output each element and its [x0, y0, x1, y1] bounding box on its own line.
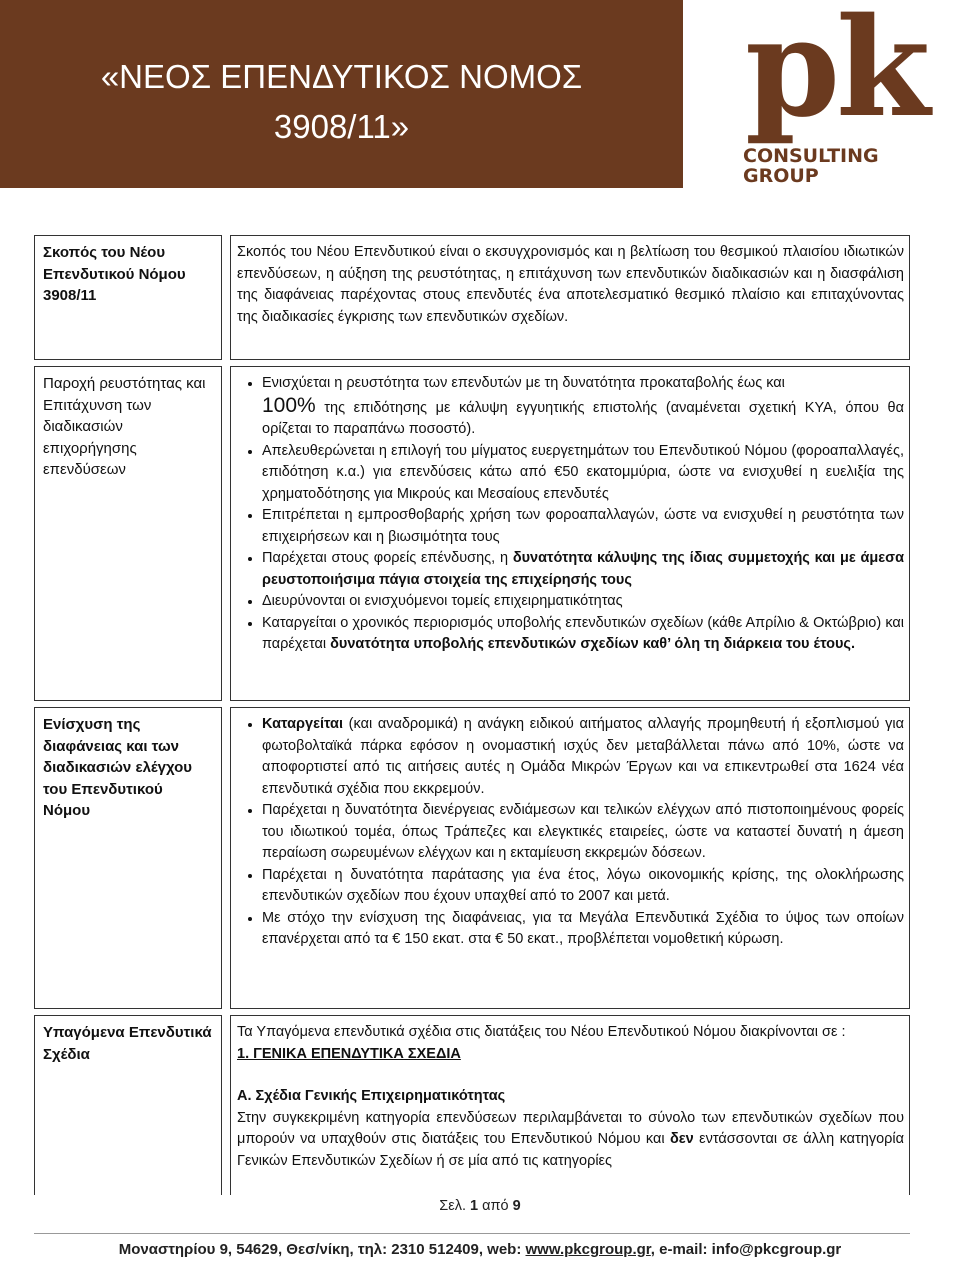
list-item: • Ενισχύεται η ρευστότητα των επενδυτών με τη δυνατότητα προκαταβολής έως και 100% της επιδότησης με κάλυψη εγγυητικής επιστολής (αναμένεται σχετική ΚΥΑ, όπου θα ορίζεται το παραπάνω ποσοστό).: [262, 373, 904, 441]
logo-text: CONSULTING GROUP: [743, 145, 879, 187]
general-plans-heading: 1. ΓΕΝΙΚΑ ΕΠΕΝΔΥΤΙΚΑ ΣΧΕΔΙΑ: [237, 1045, 461, 1062]
header-banner: [0, 0, 683, 188]
transparency-label: Ενίσχυση της διαφάνειας και των διαδικασιών ελέγχου του Επενδυτικού Νόμου: [34, 707, 222, 1009]
plans-row: [34, 1015, 910, 1195]
purpose-label: Σκοπός του Νέου Επενδυτικού Νόμου 3908/11: [34, 235, 222, 360]
list-item: • Διευρύνονται οι ενισχυόμενοι τομείς επιχειρηματικότητας: [262, 591, 904, 613]
plans-label: Υπαγόμενα Επενδυτικά Σχέδια: [34, 1015, 222, 1195]
liquidity-row: [34, 366, 910, 701]
list-item: • Παρέχεται στους φορείς επένδυσης, η δυνατότητα κάλυψης της ίδιας συμμετοχής και με άμεσα ρευστοποιήσιμα πάγια στοιχεία της επιχείρησής τους: [262, 548, 904, 591]
plans-intro: Τα Υπαγόμενα επενδυτικά σχέδια στις διατάξεις του Νέου Επενδυτικού Νόμου διακρίνονται σε :: [237, 1024, 846, 1040]
footer-divider: [34, 1233, 910, 1234]
purpose-text: Σκοπός του Νέου Επενδυτικού είναι ο εκσυγχρονισμός και η βελτίωση του θεσμικού πλαισίου ιδιωτικών επενδύσεων, η αύξηση της ρευστότητας, η επιτάχυνση των επενδυτικών διαδικασιών και η διασφάλιση της διαφάνειας παρέχοντας στους επενδυτές ένα αποτελεσματικό θεσμικό πλαίσιο και επιταχύνοντας της διαδικασίες έγκρισης των επενδυτικών σχεδίων.: [230, 235, 910, 360]
plans-text: [230, 1015, 910, 1195]
page-number: Σελ. 1 από 9: [439, 1198, 521, 1214]
logo-mark: pk: [745, 0, 927, 148]
website-link[interactable]: www.pkcgroup.gr: [525, 1241, 651, 1258]
list-item: • Καταργείται ο χρονικός περιορισμός υποβολής επενδυτικών σχεδίων (κάθε Απρίλιο & Οκτώβριο) και παρέχεται δυνατότητα υποβολής επενδυτικών σχεδίων καθ’ όλη τη διάρκεια του έτους.: [262, 613, 904, 656]
list-item: • Καταργείται (και αναδρομικά) η ανάγκη ειδικού αιτήματος αλλαγής προμηθευτή ή εξοπλισμού για φωτοβολταϊκά πάρκα εφόσον η ονομαστική ισχύς δεν μεταβάλλεται πάνω από 10%, ώστε να αποφορτιστεί από τις αιτήσεις αυτές η Ομάδα Μικρών Έργων και να επικεντρωθεί στα 1624 νέα επενδυτικά σχέδια που εκκρεμούν.: [262, 714, 904, 800]
transparency-row: [34, 707, 910, 1009]
footer-contact: Μοναστηρίου 9, 54629, Θεσ/νίκη, τηλ: 2310 512409, web: www.pkcgroup.gr, e-mail: info@pkcgroup.gr: [118, 1241, 842, 1258]
title-line-2: 3908/11»: [273, 108, 410, 145]
purpose-row: [34, 235, 910, 360]
title-line-1: «ΝΕΟΣ ΕΠΕΝΔΥΤΙΚΟΣ ΝΟΜΟΣ: [100, 58, 583, 95]
general-business-subheading: Α. Σχέδια Γενικής Επιχειρηματικότητας: [237, 1088, 506, 1104]
list-item: • Παρέχεται η δυνατότητα διενέργειας ενδιάμεσων και τελικών ελέγχων από πιστοποιημένους φορείς του ιδιωτικού τομέα, όπως Τράπεζες και ελεγκτικές εταιρείες, ώστε να καταστεί δυνατή η άμεση περαίωση σωρευμένων ελέγχων και η εκταμίευση εκκρεμών δόσεων.: [262, 800, 904, 865]
document-title: [0, 52, 683, 152]
list-item: • Με στόχο την ενίσχυση της διαφάνειας, για τα Μεγάλα Επενδυτικά Σχέδια το ύψος των οποίων επανέρχεται από τα € 150 εκατ. στα € 50 εκατ., προβλέπεται νομοθετική κύρωση.: [262, 908, 904, 951]
liquidity-bullets: [230, 366, 910, 701]
email-address[interactable]: info@pkcgroup.gr: [711, 1241, 842, 1258]
list-item: • Απελευθερώνεται η επιλογή του μίγματος ευεργετημάτων του Επενδυτικού Νόμου (φοροαπαλλαγές, επιδότηση κ.α.) για επενδύσεις κάτω από €50 εκατομμύρια, ώστε να ενισχυθεί η ευελιξία της χρηματοδότησης για Μικρούς και Μεσαίους επενδυτές: [262, 441, 904, 506]
list-item: • Επιτρέπεται η εμπροσθοβαρής χρήση των φοροαπαλλαγών, ώστε να ενισχυθεί η ρευστότητα των επιχειρήσεων και η βιωσιμότητα τους: [262, 505, 904, 548]
transparency-bullets: [230, 707, 910, 1009]
liquidity-label: Παροχή ρευστότητας και Επιτάχυνση των διαδικασιών επιχορήγησης επενδύσεων: [34, 366, 222, 701]
plans-paragraph: Στην συγκεκριμένη κατηγορία επενδύσεων περιλαμβάνεται το σύνολο των επενδυτικών σχεδίων που μπορούν να υπαχθούν στις διατάξεις του Επενδυτικού Νόμου και δεν εντάσσονται σε άλλη κατηγορία Γενικών Επενδυτικών Σχεδίων ή σε μία από τις κατηγορίες: [237, 1109, 904, 1169]
list-item: • Παρέχεται η δυνατότητα παράτασης για ένα έτος, λόγω οικονομικής κρίσης, της ολοκλήρωσης επενδυτικών σχεδίων που έχουν υπαχθεί από το 2007 και μετά.: [262, 865, 904, 908]
pk-consulting-logo: [695, 0, 960, 188]
